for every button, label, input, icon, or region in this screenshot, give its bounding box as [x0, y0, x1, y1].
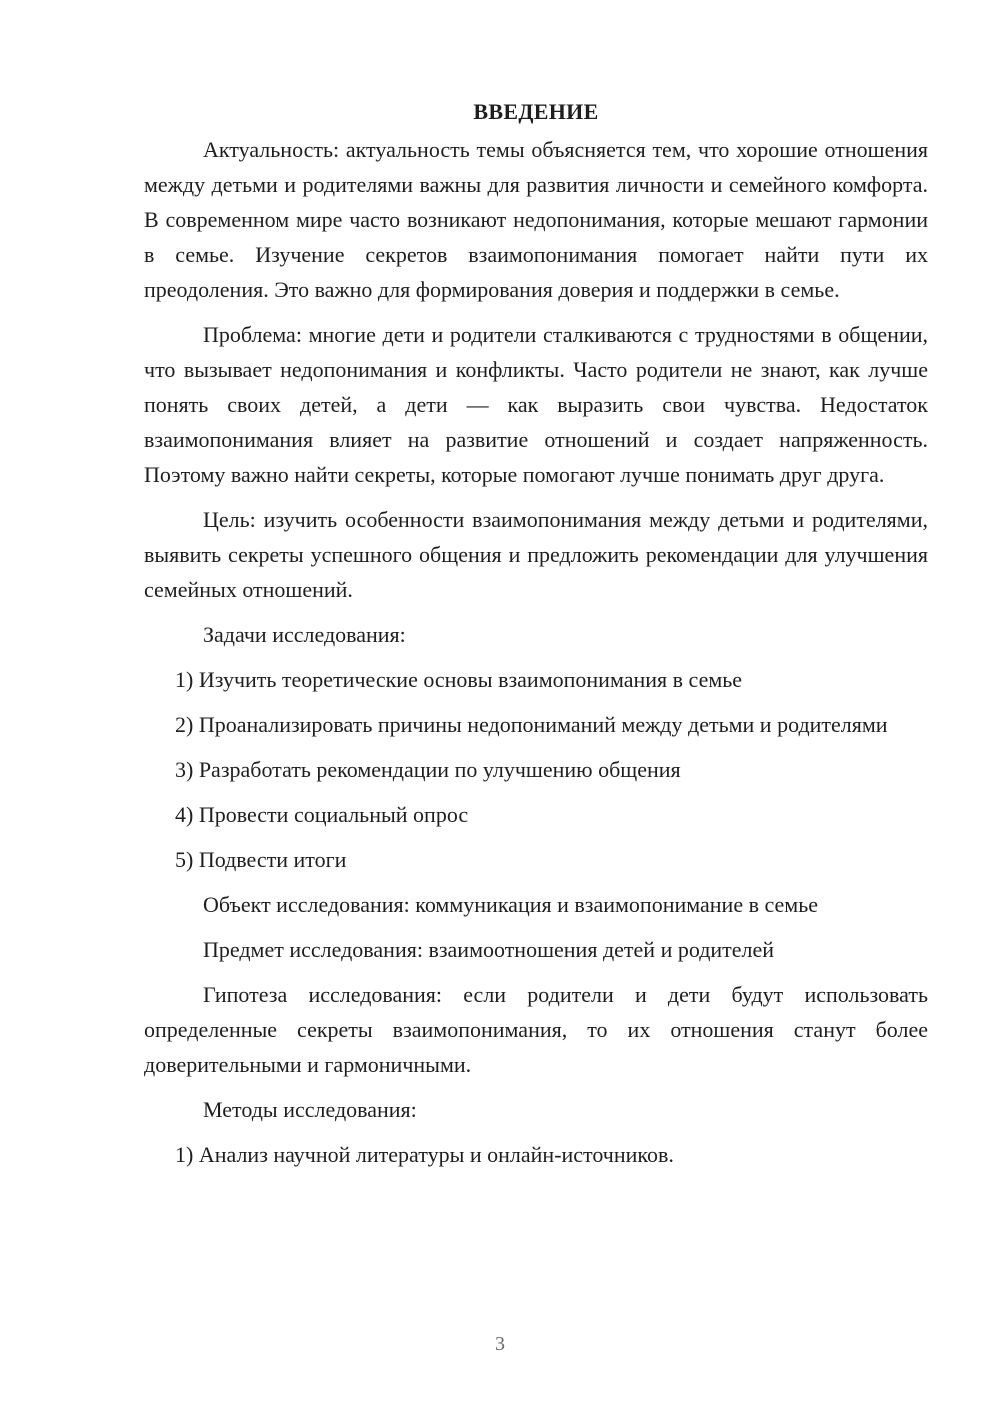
- methods-heading: Методы исследования:: [203, 1097, 417, 1122]
- page-number: 3: [495, 1333, 505, 1355]
- task-item: 1) Изучить теоретические основы взаимопонимания в семье: [175, 667, 743, 692]
- paragraph-problem: Проблема: многие дети и родители сталкиваются с трудностями в общении, что вызывает недопонимания и конфликты. Часто родители не знают, как лучше понять своих детей, а дети — как выразить свои чувства. Недостаток взаимопонимания влияет на развитие отношений и создает напряженность. Поэтому важно найти секреты, которые помогают лучше понимать друг друга.: [144, 322, 928, 487]
- tasks-heading: Задачи исследования:: [203, 622, 406, 647]
- task-item: 2) Проанализировать причины недопониманий между детьми и родителями: [175, 712, 888, 737]
- task-item: 3) Разработать рекомендации по улучшению общения: [175, 757, 681, 782]
- section-title: ВВЕДЕНИЕ: [473, 99, 599, 124]
- paragraph-object: Объект исследования: коммуникация и взаимопонимание в семье: [203, 892, 818, 917]
- document-page: [144, 90, 928, 1182]
- method-item: 1) Анализ научной литературы и онлайн-источников.: [175, 1142, 674, 1167]
- paragraph-hypothesis: Гипотеза исследования: если родители и дети будут использовать определенные секреты взаимопонимания, то их отношения станут более доверительными и гармоничными.: [144, 982, 928, 1077]
- task-item: 4) Провести социальный опрос: [175, 802, 469, 827]
- task-item: 5) Подвести итоги: [175, 847, 347, 872]
- paragraph-relevance: Актуальность: актуальность темы объясняется тем, что хорошие отношения между детьми и родителями важны для развития личности и семейного комфорта. В современном мире часто возникают недопонимания, которые мешают гармонии в семье. Изучение секретов взаимопонимания помогает найти пути их преодоления. Это важно для формирования доверия и поддержки в семье.: [144, 137, 928, 302]
- paragraph-subject: Предмет исследования: взаимоотношения детей и родителей: [203, 937, 775, 962]
- paragraph-goal: Цель: изучить особенности взаимопонимания между детьми и родителями, выявить секреты успешного общения и предложить рекомендации для улучшения семейных отношений.: [144, 507, 928, 602]
